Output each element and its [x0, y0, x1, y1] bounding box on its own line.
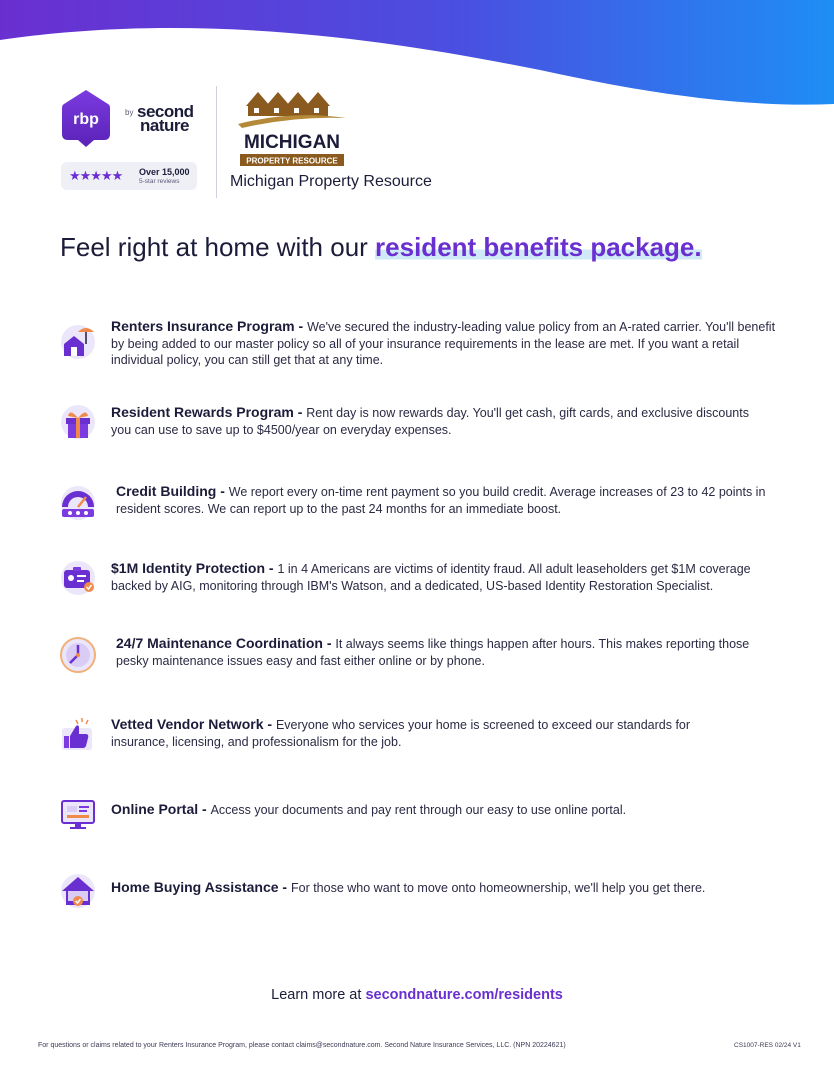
second-nature-wordmark [137, 102, 194, 135]
benefit-title: Home Buying Assistance - [111, 879, 291, 895]
learn-more-prefix: Learn more at [271, 987, 366, 1003]
review-subtitle: 5-star reviews [139, 178, 180, 185]
benefit-body: We report every on-time rent payment so you build credit. Average increases of 23 to 42 points in resident scores. We can report up to the past 24 months for an immediate boost. [116, 485, 766, 516]
review-count: Over 15,000 [139, 167, 190, 177]
benefit-body: It always seems like things happen after hours. This makes reporting those pesky maintenance issues easy and fast either online or by phone. [116, 637, 750, 668]
credit-gauge-icon [58, 483, 98, 523]
umbrella-house-icon [58, 322, 98, 362]
benefit-body: We've secured the industry-leading value policy from an A-rated carrier. You'll benefit by being added to our master policy so all of your insurance requirements in the lease are met. If you want a retail individual policy, you can still get that at any time. [111, 320, 776, 367]
benefit-body: Access your documents and pay rent through our easy to use online portal. [210, 803, 627, 817]
benefit-body: 1 in 4 Americans are victims of identity fraud. All adult leaseholders get $1M coverage backed by AIG, monitoring through IBM's Watson, and a dedicated, US-based Identity Restoration Specialist. [111, 562, 751, 593]
benefit-title: Credit Building - [116, 483, 229, 499]
benefit-title: 24/7 Maintenance Coordination - [116, 635, 336, 651]
benefit-title: Online Portal - [111, 801, 211, 817]
page-headline [60, 232, 702, 263]
benefit-title: Renters Insurance Program - [111, 318, 308, 334]
benefit-title: Vetted Vendor Network - [111, 716, 276, 732]
michigan-property-resource-logo [234, 84, 350, 168]
benefit-title: $1M Identity Protection - [111, 560, 278, 576]
benefit-body: For those who want to move onto homeownership, we'll help you get there. [290, 881, 706, 895]
review-badge [61, 162, 197, 190]
home-check-icon [58, 871, 98, 911]
rbp-by-label: by [125, 108, 134, 117]
benefit-body: Everyone who services your home is screened to exceed our standards for insurance, licensing, and professionalism for the job. [111, 718, 691, 749]
second-nature-line1: second [137, 102, 194, 121]
logo-divider [216, 86, 217, 198]
thumbs-up-icon [58, 714, 98, 754]
header-wave [0, 0, 834, 140]
mpr-logo-title: MICHIGAN [243, 132, 341, 153]
headline-lead: Feel right at home with our [60, 232, 376, 262]
rbp-logo-icon [60, 88, 112, 148]
clock-icon [58, 635, 98, 675]
second-nature-line2: nature [140, 116, 189, 135]
mpr-logo-subtitle: PROPERTY RESOURCE [246, 156, 338, 166]
five-star-icon: ★★★★★ [69, 168, 123, 183]
monitor-icon [58, 793, 98, 833]
benefit-title: Resident Rewards Program - [111, 404, 307, 420]
document-code: CS1007-RES 02/24 V1 [734, 1042, 801, 1049]
benefit-body: Rent day is now rewards day. You'll get cash, gift cards, and exclusive discounts you can use to save up to $4500/year on everyday expenses. [111, 406, 749, 437]
rbp-logo-text: rbp [73, 111, 99, 128]
id-shield-icon [58, 558, 98, 598]
learn-more [0, 987, 834, 1003]
company-name: Michigan Property Resource [230, 173, 432, 190]
headline-highlight: resident benefits package. [375, 232, 702, 262]
gift-icon [58, 402, 98, 442]
learn-more-link[interactable]: secondnature.com/residents [365, 987, 563, 1003]
fine-print: For questions or claims related to your Renters Insurance Program, please contact claims@secondnature.com. Second Nature Insurance Services, LLC. (NPN 20224621) [38, 1042, 566, 1049]
